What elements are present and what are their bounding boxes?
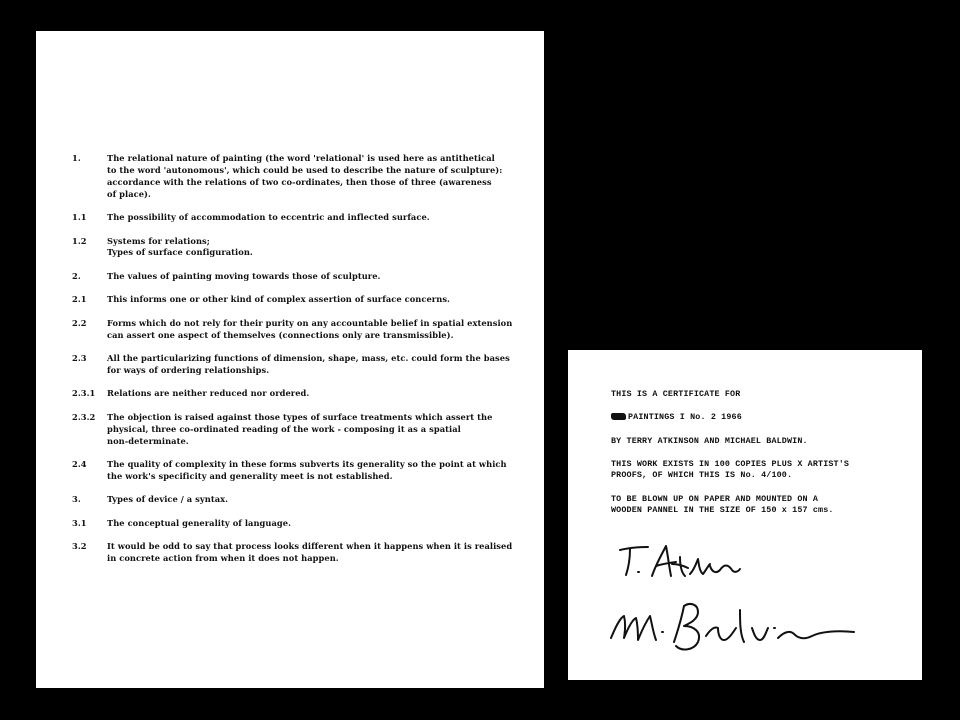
proposition-item xyxy=(72,412,512,448)
proposition-text-line: the work's specificity and generality meet is not established. xyxy=(107,470,393,481)
proposition-text-line: All the particularizing functions of dimension, shape, mass, etc. could form the bases xyxy=(107,352,510,363)
proposition-item xyxy=(72,294,512,306)
proposition-number: 3.2 xyxy=(72,541,87,552)
proposition-text-line: for ways of ordering relationships. xyxy=(107,364,270,375)
proposition-text xyxy=(107,212,512,224)
proposition-text-line: The conceptual generality of language. xyxy=(107,517,292,528)
certificate-mounting-line-2: WOODEN PANNEL IN THE SIZE OF 150 x 157 cms. xyxy=(611,505,834,516)
proposition-item xyxy=(72,388,512,400)
proposition-text xyxy=(107,541,512,565)
proposition-text-line: Relations are neither reduced nor ordered. xyxy=(107,388,310,399)
proposition-text xyxy=(107,318,512,342)
proposition-text-line: Types of surface configuration. xyxy=(107,247,253,258)
proposition-number: 2.3.1 xyxy=(72,388,96,399)
proposition-text-line: Systems for relations; xyxy=(107,235,210,246)
proposition-text-line: The objection is raised against those types of surface treatments which assert the xyxy=(107,411,493,422)
proposition-text-line: The quality of complexity in these forms subverts its generality so the point at which xyxy=(107,458,507,469)
proposition-number: 2.4 xyxy=(72,458,87,469)
proposition-item xyxy=(72,153,512,201)
proposition-text-line: accordance with the relations of two co-ordinates, then those of three (awareness xyxy=(107,176,492,187)
proposition-item xyxy=(72,212,512,224)
proposition-item xyxy=(72,318,512,342)
proposition-text-line: to the word 'autonomous', which could be used to describe the nature of sculpture): xyxy=(107,164,503,175)
proposition-text xyxy=(107,388,512,400)
certificate-work-title: PAINTINGS I No. 2 1966 xyxy=(628,412,742,423)
proposition-text-line: The relational nature of painting (the word 'relational' is used here as antithetical xyxy=(107,153,495,163)
certificate-artists: BY TERRY ATKINSON AND MICHAEL BALDWIN. xyxy=(611,435,808,446)
certificate-mounting-line-1: TO BE BLOWN UP ON PAPER AND MOUNTED ON A xyxy=(611,493,819,504)
proposition-item xyxy=(72,459,512,483)
certificate-heading: THIS IS A CERTIFICATE FOR xyxy=(611,389,741,399)
proposition-text-line: physical, three co-ordinated reading of the work - composing it as a spatial xyxy=(107,423,461,434)
proposition-text-line: Forms which do not rely for their purity on any accountable belief in spatial extension xyxy=(107,317,513,328)
signature-baldwin xyxy=(611,604,854,649)
proposition-text xyxy=(107,236,512,260)
proposition-item xyxy=(72,353,512,377)
proposition-text-line: This informs one or other kind of complex assertion of surface concerns. xyxy=(107,294,450,305)
certificate-edition-line-1: THIS WORK EXISTS IN 100 COPIES PLUS X ARTIST'S xyxy=(611,458,850,469)
proposition-number: 1.1 xyxy=(72,212,87,223)
proposition-text xyxy=(107,153,512,201)
proposition-number: 3.1 xyxy=(72,517,87,528)
proposition-text xyxy=(107,353,512,377)
proposition-text xyxy=(107,459,512,483)
proposition-item xyxy=(72,541,512,565)
certificate-edition-line-2: PROOFS, OF WHICH THIS IS No. 4/100. xyxy=(611,470,793,481)
proposition-text-line: can assert one aspect of themselves (connections only are transmissible). xyxy=(107,329,454,340)
proposition-text-line: Types of device / a syntax. xyxy=(107,494,229,505)
proposition-text xyxy=(107,412,512,448)
signature-atkinson xyxy=(620,546,740,576)
proposition-text-line: The possibility of accommodation to eccentric and inflected surface. xyxy=(107,212,430,223)
proposition-item xyxy=(72,236,512,260)
proposition-text-line: It would be odd to say that process looks different when it happens when it is realised xyxy=(107,541,513,552)
proposition-text xyxy=(107,518,512,530)
proposition-text-line: non-determinate. xyxy=(107,435,189,446)
proposition-text-line: The values of painting moving towards those of sculpture. xyxy=(107,270,381,281)
proposition-number: 2.1 xyxy=(72,294,87,305)
proposition-text xyxy=(107,294,512,306)
proposition-number: 1. xyxy=(72,153,81,163)
proposition-text-line: of place). xyxy=(107,188,151,199)
signatures xyxy=(568,350,922,680)
proposition-number: 2.3 xyxy=(72,352,87,363)
document-page xyxy=(36,31,544,688)
proposition-number: 2.3.2 xyxy=(72,411,96,422)
proposition-number: 2.2 xyxy=(72,317,87,328)
proposition-number: 1.2 xyxy=(72,235,87,246)
proposition-text xyxy=(107,271,512,283)
proposition-number: 3. xyxy=(72,494,81,505)
certificate-card xyxy=(568,350,922,680)
proposition-text-line: in concrete action from when it does not happen. xyxy=(107,552,339,563)
proposition-item xyxy=(72,518,512,530)
proposition-text xyxy=(107,494,512,506)
numbered-propositions-list xyxy=(72,153,512,576)
proposition-number: 2. xyxy=(72,270,81,281)
proposition-item xyxy=(72,271,512,283)
proposition-item xyxy=(72,494,512,506)
